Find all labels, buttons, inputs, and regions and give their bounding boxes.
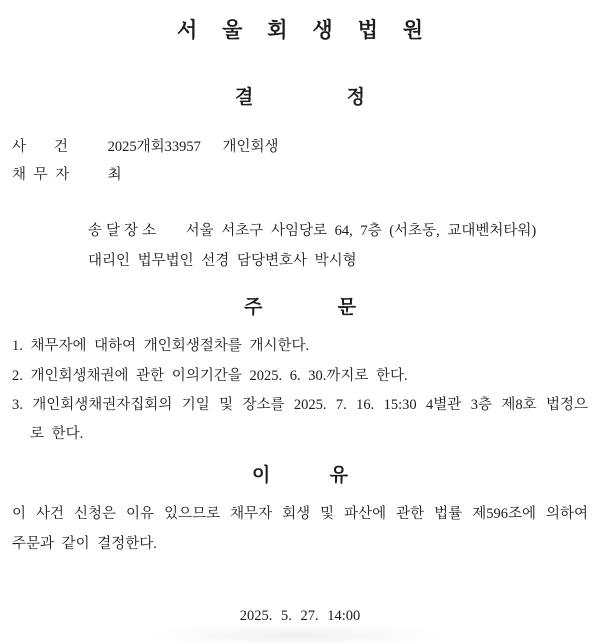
representative-row xyxy=(88,247,357,276)
reason-line-1: 이 사건 신청은 이유 있으므로 채무자 회생 및 파산에 관한 법률 제596조에 의하여 xyxy=(12,506,588,522)
case-row xyxy=(12,133,279,162)
case-number: 2025개회33957 xyxy=(107,139,201,155)
debtor-name: 최 xyxy=(107,167,122,183)
reason-line-2: 주문과 같이 결정한다. xyxy=(12,536,157,552)
service-address-row xyxy=(88,217,536,246)
representative-text: 대리인 법무법인 선경 담당변호사 박시형 xyxy=(88,253,357,269)
reason-body xyxy=(12,499,588,559)
court-name-heading: 서 울 회 생 법 원 xyxy=(177,19,423,42)
order-section-heading: 주 문 xyxy=(244,297,356,318)
order-item-3 xyxy=(12,391,588,449)
debtor-row xyxy=(12,161,122,190)
debtor-label: 채 무 자 xyxy=(12,167,70,183)
case-type: 개인회생 xyxy=(222,139,279,155)
service-address-value: 서울 서초구 사임당로 64, 7층 (서초동, 교대벤처타워) xyxy=(185,223,537,239)
service-address-label: 송달장소 xyxy=(88,223,161,239)
order-item-3-line-1: 3. 개인회생채권자집회의 기일 및 장소를 2025. 7. 16. 15:30 4별관 3층 제8호 법정으 xyxy=(12,397,588,413)
document-title: 결 정 xyxy=(235,87,365,108)
case-label: 사 건 xyxy=(12,139,68,155)
order-item-1: 1. 채무자에 대하여 개인회생절차를 개시한다. xyxy=(12,338,310,354)
page-bottom-shadow xyxy=(140,624,450,643)
order-item-3-line-2: 로 한다. xyxy=(30,426,84,442)
reason-section-heading: 이 유 xyxy=(252,465,348,486)
order-item-2: 2. 개인회생채권에 관한 이의기간을 2025. 6. 30.까지로 한다. xyxy=(12,368,408,384)
decision-datetime: 2025. 5. 27. 14:00 xyxy=(239,608,361,624)
